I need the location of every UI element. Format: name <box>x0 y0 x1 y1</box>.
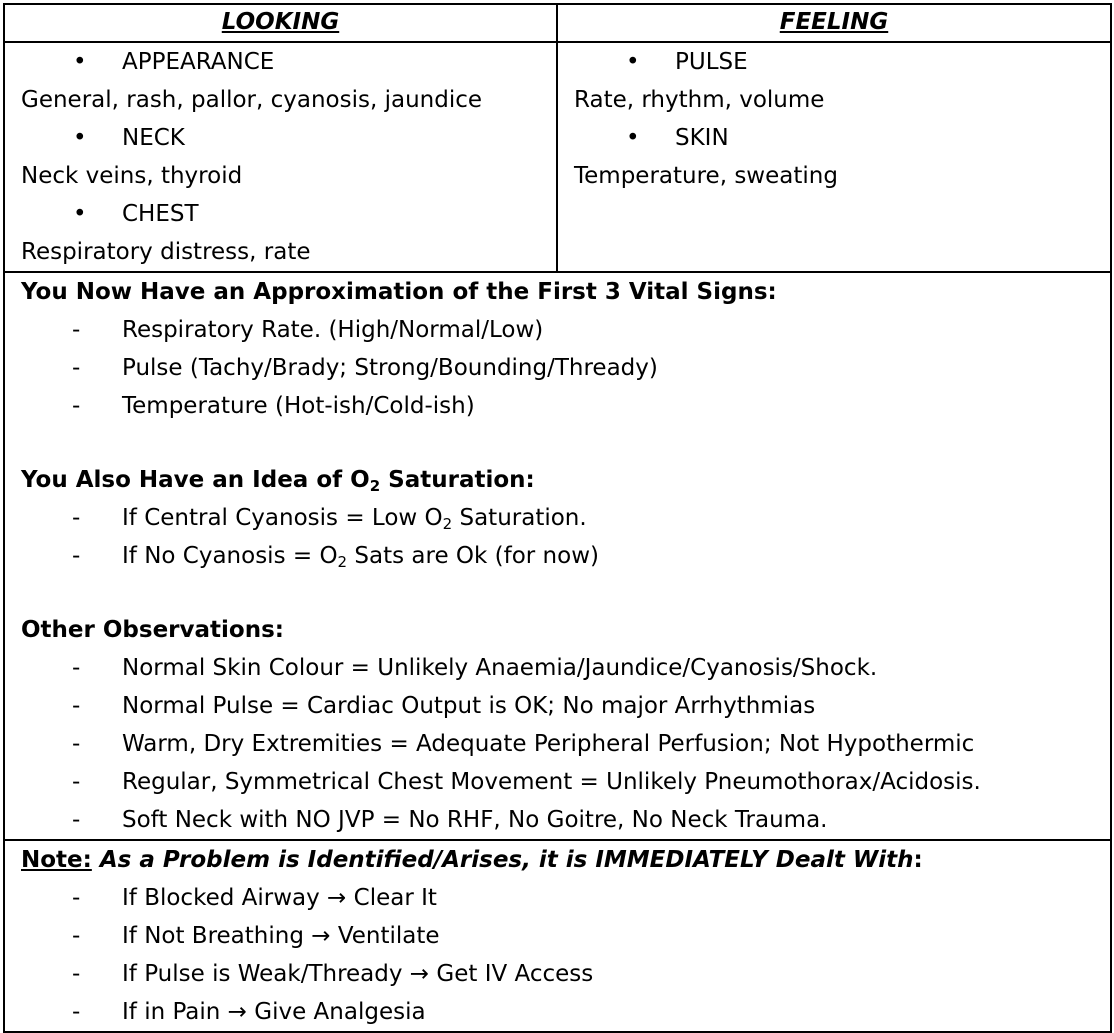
vitals-heading: You Now Have an Approximation of the First 3 Vital Signs: <box>21 279 777 305</box>
dash-icon: - <box>72 807 81 833</box>
o2-item-post: Sats are Ok (for now) <box>347 543 599 569</box>
o2-item-sub: 2 <box>337 553 348 571</box>
dash-icon: - <box>72 769 81 795</box>
feeling-detail: Temperature, sweating <box>574 163 838 189</box>
dash-icon: - <box>72 317 81 343</box>
note-item-text: If Pulse is Weak/Thready → Get IV Access <box>122 961 594 987</box>
dash-icon: - <box>72 655 81 681</box>
note-row <box>4 840 1111 1032</box>
feeling-header: FEELING <box>557 4 1111 42</box>
findings-row <box>4 272 1111 840</box>
looking-detail: Neck veins, thyroid <box>21 163 243 189</box>
looking-item-label: CHEST <box>122 201 199 227</box>
looking-detail: Respiratory distress, rate <box>21 239 311 265</box>
looking-item <box>21 43 556 81</box>
bullet-icon: • <box>626 125 640 151</box>
dash-icon: - <box>72 543 81 569</box>
looking-item <box>21 119 556 157</box>
other-item-text: Soft Neck with NO JVP = No RHF, No Goitre, No Neck Trauma. <box>122 807 828 833</box>
other-heading: Other Observations: <box>21 617 284 643</box>
o2-item-post: Saturation. <box>452 505 587 531</box>
vitals-item-text: Temperature (Hot-ish/Cold-ish) <box>122 393 475 419</box>
findings-cell <box>4 272 1111 840</box>
note-item <box>21 993 1110 1031</box>
note-item <box>21 955 1110 993</box>
bullet-icon: • <box>73 201 87 227</box>
looking-item-label: NECK <box>122 125 185 151</box>
note-cell <box>4 840 1111 1032</box>
feeling-cell <box>557 42 1111 272</box>
spacer <box>21 425 1110 461</box>
other-item <box>21 763 1110 801</box>
o2-item <box>21 499 1110 537</box>
feeling-item-label: SKIN <box>675 125 729 151</box>
feeling-item <box>574 119 1110 157</box>
looking-item <box>21 195 556 233</box>
dash-icon: - <box>72 923 81 949</box>
looking-cell <box>4 42 557 272</box>
other-item <box>21 801 1110 839</box>
looking-detail: General, rash, pallor, cyanosis, jaundice <box>21 87 483 113</box>
dash-icon: - <box>72 885 81 911</box>
vitals-item-text: Pulse (Tachy/Brady; Strong/Bounding/Thready) <box>122 355 658 381</box>
vitals-item <box>21 387 1110 425</box>
looking-item-label: APPEARANCE <box>122 49 275 75</box>
note-item-text: If Not Breathing → Ventilate <box>122 923 440 949</box>
header-row <box>4 4 1111 42</box>
o2-heading <box>21 461 1110 499</box>
other-item <box>21 649 1110 687</box>
o2-item <box>21 537 1110 575</box>
vitals-item <box>21 349 1110 387</box>
o2-heading-sub: 2 <box>369 477 381 495</box>
other-item-text: Regular, Symmetrical Chest Movement = Unlikely Pneumothorax/Acidosis. <box>122 769 981 795</box>
bullet-icon: • <box>73 49 87 75</box>
other-item-text: Normal Pulse = Cardiac Output is OK; No major Arrhythmias <box>122 693 816 719</box>
note-item-text: If in Pain → Give Analgesia <box>122 999 426 1025</box>
note-item-text: If Blocked Airway → Clear It <box>122 885 437 911</box>
other-item-text: Warm, Dry Extremities = Adequate Peripheral Perfusion; Not Hypothermic <box>122 731 975 757</box>
dash-icon: - <box>72 355 81 381</box>
note-colon: : <box>913 847 923 873</box>
dash-icon: - <box>72 999 81 1025</box>
o2-heading-post: Saturation: <box>380 467 535 493</box>
note-label: Note: <box>21 847 92 873</box>
note-item <box>21 917 1110 955</box>
assessment-table <box>3 3 1112 1033</box>
exam-row <box>4 42 1111 272</box>
feeling-item-label: PULSE <box>675 49 748 75</box>
other-item <box>21 687 1110 725</box>
vitals-item-text: Respiratory Rate. (High/Normal/Low) <box>122 317 544 343</box>
bullet-icon: • <box>73 125 87 151</box>
dash-icon: - <box>72 961 81 987</box>
other-item-text: Normal Skin Colour = Unlikely Anaemia/Jaundice/Cyanosis/Shock. <box>122 655 878 681</box>
vitals-item <box>21 311 1110 349</box>
note-italic: As a Problem is Identified/Arises, it is IMMEDIATELY Dealt With <box>91 847 914 873</box>
bullet-icon: • <box>626 49 640 75</box>
looking-header: LOOKING <box>4 4 557 42</box>
dash-icon: - <box>72 393 81 419</box>
note-heading <box>21 841 1110 879</box>
o2-heading-pre: You Also Have an Idea of O <box>21 467 370 493</box>
feeling-item <box>574 43 1110 81</box>
dash-icon: - <box>72 505 81 531</box>
feeling-detail: Rate, rhythm, volume <box>574 87 825 113</box>
other-item <box>21 725 1110 763</box>
o2-item-sub: 2 <box>442 515 453 533</box>
o2-item-pre: If No Cyanosis = O <box>122 543 338 569</box>
note-item <box>21 879 1110 917</box>
spacer <box>21 575 1110 611</box>
dash-icon: - <box>72 693 81 719</box>
dash-icon: - <box>72 731 81 757</box>
o2-item-pre: If Central Cyanosis = Low O <box>122 505 443 531</box>
